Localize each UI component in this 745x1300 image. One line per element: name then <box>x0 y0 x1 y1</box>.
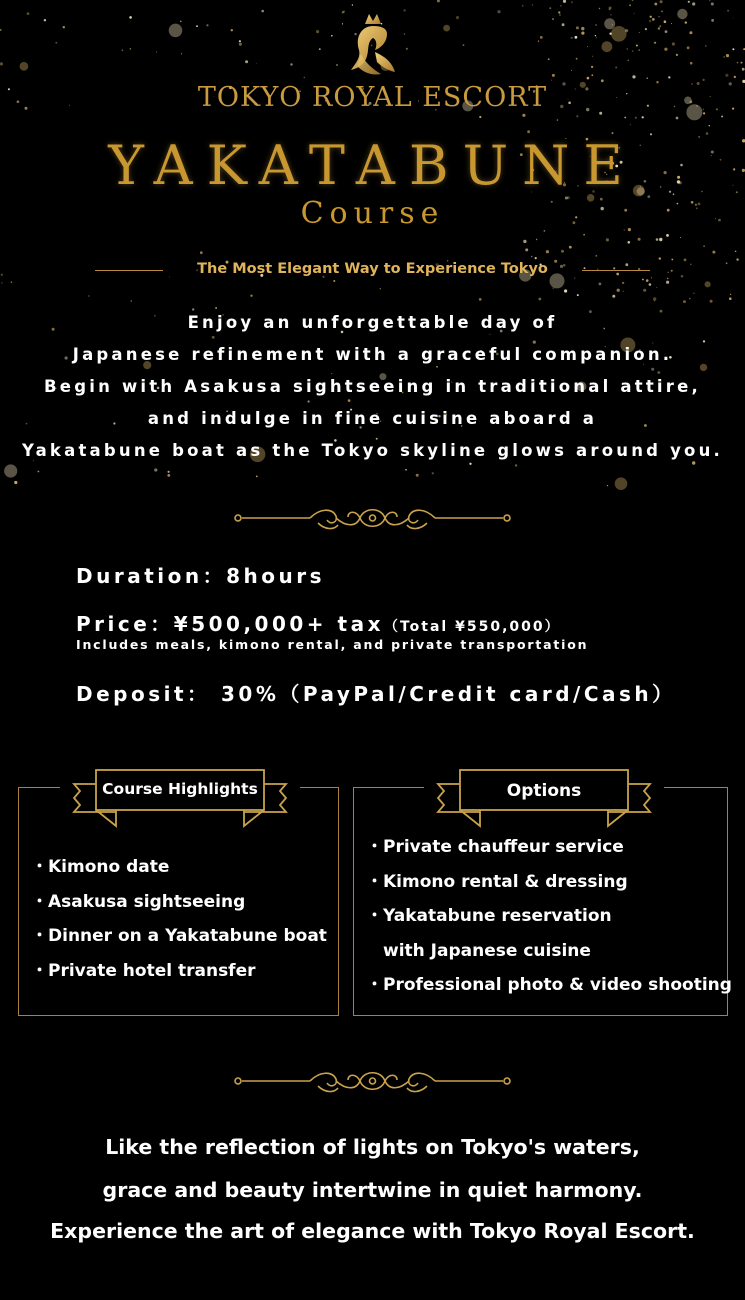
sparkle-dot <box>729 297 732 300</box>
sparkle-dot <box>63 26 65 28</box>
sparkle-dot <box>548 58 550 60</box>
sparkle-dot <box>685 21 687 23</box>
sparkle-dot <box>436 366 438 368</box>
sparkle-dot <box>712 251 715 254</box>
sparkle-dot <box>643 289 646 292</box>
sparkle-dot <box>645 28 647 30</box>
sparkle-dot <box>206 24 208 26</box>
sparkle-dot <box>546 250 549 253</box>
sparkle-dot <box>239 43 242 46</box>
sparkle-dot <box>562 23 565 26</box>
sparkle-dot <box>661 11 663 13</box>
sparkle-dot <box>732 48 734 50</box>
sparkle-dot <box>709 0 710 1</box>
sparkle-dot <box>639 49 641 51</box>
sparkle-dot <box>693 293 695 295</box>
sparkle-dot <box>591 66 593 68</box>
sparkle-dot <box>660 0 663 3</box>
sparkle-dot <box>560 5 562 7</box>
sparkle-dot <box>651 368 654 371</box>
sparkle-dot <box>20 62 29 71</box>
sparkle-dot <box>489 334 490 335</box>
sparkle-dot <box>316 30 319 33</box>
sparkle-dot <box>538 298 541 301</box>
sparkle-dot <box>44 19 46 21</box>
sparkle-dot <box>577 294 579 296</box>
sparkle-dot <box>405 469 407 471</box>
sparkle-dot <box>168 471 170 473</box>
sparkle-dot <box>737 62 739 64</box>
sparkle-dot <box>705 45 707 47</box>
sparkle-dot <box>659 257 661 259</box>
sparkle-dot <box>576 115 578 117</box>
sparkle-dot <box>403 9 405 11</box>
sparkle-dot <box>726 54 729 57</box>
sparkle-dot <box>676 54 678 56</box>
sparkle-dot <box>611 26 627 42</box>
sparkle-dot <box>557 119 559 121</box>
options-banner <box>424 766 664 830</box>
sparkle-dot <box>256 476 258 478</box>
sparkle-dot <box>200 251 203 254</box>
sparkle-dot <box>591 74 593 76</box>
sparkle-dot <box>606 238 609 241</box>
sparkle-dot <box>599 8 600 9</box>
sparkle-dot <box>727 10 729 12</box>
sparkle-dot <box>705 281 711 287</box>
sparkle-dot <box>596 37 597 38</box>
sparkle-dot <box>515 464 517 466</box>
sparkle-dot <box>583 234 585 236</box>
sparkle-dot <box>0 62 3 65</box>
sparkle-dot <box>406 48 408 50</box>
sparkle-dot <box>522 114 525 117</box>
sparkle-dot <box>657 371 660 374</box>
sparkle-dot <box>607 485 608 486</box>
sparkle-dot <box>653 297 656 300</box>
sparkle-dot <box>154 468 157 471</box>
intro-line: Japanese refinement with a graceful companion. <box>72 345 673 364</box>
sparkle-dot <box>612 295 615 298</box>
sparkle-dot <box>658 27 660 29</box>
sparkle-dot <box>630 124 631 125</box>
sparkle-dot <box>1 282 2 283</box>
sparkle-dot <box>700 364 707 371</box>
ornament-divider-icon <box>230 503 515 533</box>
sparkle-dot <box>627 48 628 49</box>
sparkle-dot <box>659 25 661 27</box>
sparkle-dot <box>4 464 17 477</box>
sparkle-dot <box>331 373 332 374</box>
sparkle-dot <box>523 240 526 243</box>
sparkle-dot <box>726 262 728 264</box>
tagline-row <box>95 258 650 282</box>
sparkle-dot <box>522 5 523 6</box>
sparkle-dot <box>581 27 584 30</box>
sparkle-dot <box>664 48 667 51</box>
sparkle-dot <box>376 438 378 440</box>
sparkle-dot <box>709 125 710 126</box>
options-heading: Options <box>506 781 582 801</box>
sparkle-dot <box>55 42 57 44</box>
sparkle-dot <box>27 12 30 15</box>
sparkle-dot <box>342 23 343 24</box>
sparkle-dot <box>122 49 124 51</box>
price-main: Price：¥500,000+ tax <box>76 612 384 636</box>
sparkle-dot <box>683 300 686 303</box>
brand-name: TOKYO ROYAL ESCORT <box>197 82 548 113</box>
sparkle-dot <box>665 30 668 33</box>
sparkle-dot <box>348 399 351 402</box>
sparkle-dot <box>632 75 635 78</box>
sparkle-dot <box>650 16 652 18</box>
sparkle-dot <box>581 31 584 34</box>
sparkle-dot <box>538 41 539 42</box>
duration-text: Duration：8hours <box>76 564 325 588</box>
sparkle-dot <box>416 474 419 477</box>
crown-lady-logo-icon <box>347 10 399 80</box>
sparkle-dot <box>563 0 566 3</box>
list-item: ・Private hotel transfer <box>31 960 256 981</box>
sparkle-dot <box>336 64 338 66</box>
sparkle-dot <box>710 300 713 303</box>
sparkle-dot <box>638 238 641 241</box>
sparkle-dot <box>167 474 170 477</box>
sparkle-dot <box>595 255 597 257</box>
sparkle-dot <box>617 289 620 292</box>
sparkle-dot <box>1 274 3 276</box>
intro-line: and indulge in fine cuisine aboard a <box>147 409 598 428</box>
sparkle-dot <box>592 56 593 57</box>
sparkle-dot <box>549 7 551 9</box>
sparkle-dot <box>689 31 692 34</box>
closing-line: grace and beauty intertwine in quiet harmony. <box>102 1178 643 1202</box>
sparkle-dot <box>245 60 248 63</box>
sparkle-dot <box>659 238 662 241</box>
sparkle-dot <box>536 239 537 240</box>
ornament-divider-icon <box>230 1066 515 1096</box>
sparkle-dot <box>615 67 617 69</box>
sparkle-dot <box>559 14 560 15</box>
highlights-list <box>31 850 327 988</box>
sparkle-dot <box>690 264 691 265</box>
sparkle-dot <box>532 4 534 6</box>
sparkle-dot <box>643 364 644 365</box>
sparkle-dot <box>668 76 670 78</box>
sparkle-dot <box>689 298 691 300</box>
sparkle-dot <box>331 35 333 37</box>
sparkle-dot <box>654 3 657 6</box>
sparkle-dot <box>635 117 637 119</box>
sparkle-dot <box>725 74 728 77</box>
sparkle-dot <box>615 477 628 490</box>
list-item: ・Private chauffeur service <box>366 837 624 857</box>
sparkle-dot <box>261 10 264 13</box>
sparkle-dot <box>443 25 450 32</box>
sparkle-dot <box>711 19 714 22</box>
options-list <box>366 830 732 1003</box>
sparkle-dot <box>290 63 292 65</box>
intro-line: Enjoy an unforgettable day of <box>187 313 558 332</box>
price-total: （Total ¥550,000） <box>383 619 561 635</box>
list-item: with Japanese cuisine <box>366 940 591 961</box>
list-item: ・Asakusa sightseeing <box>31 891 246 912</box>
sparkle-dot <box>652 343 653 344</box>
intro-line: Yakatabune boat as the Tokyo skyline glows around you. <box>21 441 724 460</box>
sparkle-dot <box>156 52 157 53</box>
sparkle-dot <box>651 277 652 278</box>
price-note: Includes meals, kimono rental, and private transportation <box>76 637 589 652</box>
list-item: ・Dinner on a Yakatabune boat <box>31 926 327 946</box>
sparkle-dot <box>571 37 573 39</box>
sparkle-dot <box>552 287 554 289</box>
sparkle-dot <box>711 3 714 6</box>
tagline: The Most Elegant Way to Experience Tokyo <box>197 261 548 277</box>
sparkle-dot <box>129 16 132 19</box>
sparkle-dot <box>664 20 667 23</box>
sparkle-dot <box>666 281 669 284</box>
sparkle-dot <box>688 1 690 3</box>
sparkle-dot <box>692 461 695 464</box>
sparkle-dot <box>622 282 624 284</box>
sparkle-dot <box>647 78 648 79</box>
sparkle-dot <box>742 68 745 71</box>
ribbon-banner-icon <box>60 766 300 830</box>
sparkle-dot <box>552 74 555 77</box>
list-item: ・Kimono date <box>31 857 170 877</box>
sparkle-dot <box>656 238 659 241</box>
sparkle-dot <box>497 10 500 13</box>
sparkle-dot <box>595 24 597 26</box>
sparkle-dot <box>676 117 679 120</box>
sparkle-dot <box>632 0 634 1</box>
sparkle-dot <box>196 25 198 27</box>
sparkle-dot <box>671 23 672 24</box>
sparkle-dot <box>0 29 2 31</box>
sparkle-dot <box>319 48 321 50</box>
sparkle-dot <box>730 294 731 295</box>
sparkle-dot <box>88 295 90 297</box>
sparkle-dot <box>684 259 687 262</box>
sparkle-dot <box>672 42 675 45</box>
highlights-banner <box>60 766 300 830</box>
sparkle-dot <box>571 70 572 71</box>
list-item: ・Yakatabune reservation <box>366 906 612 926</box>
sparkle-dot <box>611 14 612 15</box>
sparkle-dot <box>469 463 471 465</box>
sparkle-dot <box>180 21 182 23</box>
sparkle-dot <box>569 246 572 249</box>
sparkle-dot <box>479 116 481 118</box>
sparkle-dot <box>352 4 353 5</box>
sparkle-dot <box>680 237 681 238</box>
sparkle-dot <box>215 307 217 309</box>
sparkle-dot <box>561 250 564 253</box>
sparkle-dot <box>463 44 465 46</box>
highlights-heading: Course Highlights <box>102 780 258 798</box>
sparkle-dot <box>587 77 590 80</box>
sparkle-dot <box>628 60 629 61</box>
sparkle-dot <box>671 259 673 261</box>
sparkle-dot <box>552 18 554 20</box>
sparkle-dot <box>671 270 673 272</box>
sparkle-dot <box>609 7 612 10</box>
sparkle-dot <box>250 295 252 297</box>
sparkle-dot <box>609 33 611 35</box>
sparkle-dot <box>666 234 669 237</box>
sparkle-dot <box>11 281 13 283</box>
sparkle-dot <box>558 11 560 13</box>
sparkle-dot <box>38 471 40 473</box>
sparkle-dot <box>623 291 624 292</box>
sparkle-dot <box>540 36 543 39</box>
sparkle-dot <box>690 62 693 65</box>
sparkle-dot <box>304 77 306 79</box>
sparkle-dot <box>571 1 573 3</box>
sparkle-dot <box>525 248 528 251</box>
sparkle-dot <box>479 298 482 301</box>
sparkle-dot <box>527 130 530 133</box>
sparkle-dot <box>703 245 705 247</box>
sparkle-dot <box>239 40 241 42</box>
sparkle-dot <box>576 26 579 29</box>
sparkle-dot <box>658 16 659 17</box>
sparkle-dot <box>681 275 684 278</box>
sparkle-dot <box>703 340 705 342</box>
sparkle-dot <box>380 288 381 289</box>
sparkle-dot <box>703 79 705 81</box>
sparkle-dot <box>632 50 634 52</box>
list-item: ・Professional photo & video shooting <box>366 975 732 995</box>
sparkle-dot <box>33 460 34 461</box>
list-item: ・Kimono rental & dressing <box>366 871 628 892</box>
sparkle-dot <box>654 300 655 301</box>
sparkle-dot <box>649 20 651 22</box>
sparkle-dot <box>677 9 687 19</box>
page-subtitle: Course <box>300 196 445 231</box>
sparkle-dot <box>231 29 233 31</box>
sparkle-dot <box>628 241 631 244</box>
sparkle-dot <box>169 24 183 38</box>
sparkle-dot <box>624 117 626 119</box>
sparkle-dot <box>741 62 743 64</box>
sparkle-dot <box>130 300 132 302</box>
sparkle-dot <box>636 45 638 47</box>
sparkle-dot <box>308 400 310 402</box>
sparkle-dot <box>432 472 434 474</box>
sparkle-dot <box>642 116 644 118</box>
intro-line: Begin with Asakusa sightseeing in traditional attire, <box>44 377 701 396</box>
sparkle-dot <box>687 46 690 49</box>
sparkle-dot <box>692 2 695 5</box>
sparkle-dot <box>652 18 655 21</box>
deposit-text: Deposit： 30%（PayPal/Credit card/Cash） <box>76 682 676 706</box>
sparkle-dot <box>735 251 737 253</box>
sparkle-dot <box>256 63 257 64</box>
closing-line: Experience the art of elegance with Tokyo Royal Escort. <box>50 1219 695 1243</box>
sparkle-dot <box>587 46 588 47</box>
sparkle-dot <box>14 481 17 484</box>
sparkle-dot <box>721 116 723 118</box>
sparkle-dot <box>575 36 578 39</box>
sparkle-dot <box>668 272 669 273</box>
sparkle-dot <box>212 336 215 339</box>
sparkle-dot <box>437 0 440 2</box>
sparkle-dot <box>342 11 344 13</box>
sparkle-dot <box>667 278 668 279</box>
sparkle-dot <box>564 289 567 292</box>
sparkle-dot <box>404 33 406 35</box>
sparkle-dot <box>576 58 578 60</box>
sparkle-dot <box>192 308 194 310</box>
sparkle-dot <box>656 287 657 288</box>
sparkle-dot <box>130 48 131 49</box>
sparkle-dot <box>639 32 640 33</box>
sparkle-dot <box>612 24 613 25</box>
sparkle-dot <box>599 283 602 286</box>
closing-line: Like the reflection of lights on Tokyo's waters, <box>105 1135 640 1159</box>
sparkle-dot <box>595 35 596 36</box>
sparkle-dot <box>533 341 536 344</box>
sparkle-dot <box>733 18 734 19</box>
sparkle-dot <box>629 4 631 6</box>
sparkle-dot <box>734 76 736 78</box>
sparkle-dot <box>736 258 738 260</box>
sparkle-dot <box>181 53 182 54</box>
price-text <box>76 608 561 637</box>
sparkle-dot <box>723 56 724 57</box>
sparkle-dot <box>456 16 459 19</box>
page-title: YAKATABUNE <box>108 134 637 197</box>
sparkle-dot <box>602 41 613 52</box>
sparkle-dot <box>634 13 635 14</box>
sparkle-dot <box>551 80 552 81</box>
sparkle-dot <box>654 42 656 44</box>
sparkle-dot <box>649 283 652 286</box>
sparkle-dot <box>604 18 615 29</box>
